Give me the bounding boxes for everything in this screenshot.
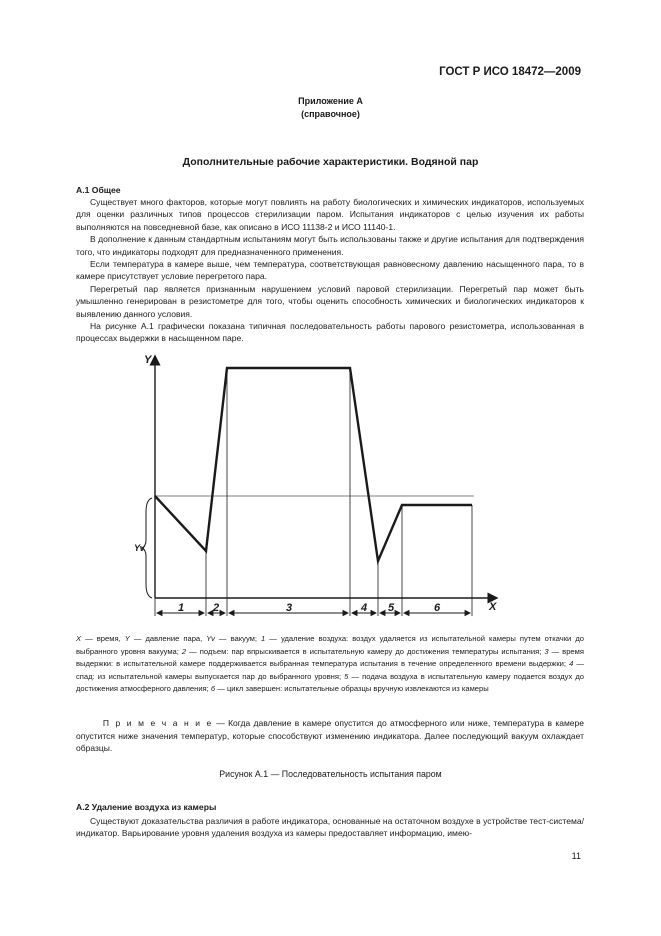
legend-text: — время выдержки: в испытательной камере поддерживается выбранная температура испытания в течение определенного времени выдержки; xyxy=(76,646,584,669)
appendix-subtitle: (справочное) xyxy=(301,109,360,119)
phase-label-3: 3 xyxy=(285,602,293,614)
legend-text: — подача воздуха в испытательную камеру подается воздух до достижения атмосферного давления; xyxy=(76,671,584,694)
figure-legend xyxy=(76,633,584,696)
phase-label-5: 5 xyxy=(387,602,395,614)
section-a2-heading: А.2 Удаление воздуха из камеры xyxy=(76,802,217,812)
legend-symbol: 4 xyxy=(569,659,574,669)
legend-symbol: 3 xyxy=(544,646,549,656)
section-a2-body xyxy=(76,815,584,840)
page-number: 11 xyxy=(571,851,581,861)
legend-text: — цикл завершен: испытательные образцы вручную извлекаются из камеры xyxy=(215,684,489,694)
legend-symbol: X xyxy=(76,634,82,643)
paragraph: Существует много факторов, которые могут повлиять на работу биологических и химических индикаторов, используемых для оценки различных типов процессов стерилизации паром. Испытания индикаторов с целью изучения их работы выполняются на повседневной базе, как описано в ИСО 11138-2 и ИСО 11140-1. xyxy=(76,197,584,232)
legend-symbol: 1 xyxy=(261,634,266,643)
legend-text: — удаление воздуха: воздух удаляется из испытательной камеры путем откачки до выбранного уровня вакуума; xyxy=(76,634,584,656)
legend-text: — вакуум; xyxy=(214,634,262,643)
paragraph: На рисунке А.1 графически показана типичная последовательность работы парового резистометра, использованная в процессах выдержки в насыщенном паре. xyxy=(76,321,584,344)
note-text: — Когда давление в камере опустится до атмосферного или ниже, температура в камере опустится ниже значения температур, которые способствуют изменению индикатора. Далее последующий вакуум охлаждает образцы. xyxy=(76,718,584,754)
figure-caption: Рисунок А.1 — Последовательность испытания паром xyxy=(219,769,442,779)
legend-text: — спад: из испытательной камеры выпускается пар до выбранного уровня; xyxy=(76,659,584,681)
phase-label-2: 2 xyxy=(212,602,220,614)
vacuum-label: Yv xyxy=(134,543,145,553)
paragraph: Если температура в камере выше, чем температура, соответствующая равновесному давлению насыщенного пара, то в камере присутствует условие перегретого пара. xyxy=(76,259,584,282)
note-label: П р и м е ч а н и е xyxy=(102,718,213,728)
legend-text: — время, xyxy=(81,634,125,643)
legend-text: — подъем: пар впрыскивается в испытательную камеру до достижения температуры испытания; xyxy=(186,646,545,656)
legend-text: — давление пара, xyxy=(129,634,207,643)
phase-label-4: 4 xyxy=(360,602,368,614)
main-title: Дополнительные рабочие характеристики. Водяной пар xyxy=(182,156,479,168)
paragraph: В дополнение к данным стандартным испытаниям могут быть использованы также и другие испытания для подтверждения того, что индикаторы подходят для предназначенного применения. xyxy=(76,234,584,257)
paragraph: Существуют доказательства различия в работе индикатора, основанные на остаточном воздухе в устройстве тест-система/индикатор. Варьирование уровня удаления воздуха из камеры предоставляет информацию, имею- xyxy=(76,816,584,839)
legend-symbol: Yv xyxy=(206,634,215,643)
phase-label-6: 6 xyxy=(433,602,441,614)
standard-number: ГОСТ Р ИСО 18472—2009 xyxy=(439,66,581,78)
appendix-title: Приложение А xyxy=(298,96,363,106)
y-axis-label: Y xyxy=(144,354,152,366)
figure-note xyxy=(76,717,584,755)
legend-symbol: 5 xyxy=(344,671,349,681)
phase-label-1: 1 xyxy=(177,602,185,614)
paragraph: Перегретый пар является признанным нарушением условий паровой стерилизации. Перегретый пар может быть умышленно генерирован в резистометре для того, чтобы оценить способность химических и биологических индикаторов к выявлению данного условия. xyxy=(76,283,584,319)
x-axis-label: X xyxy=(489,601,497,613)
legend-symbol: 6 xyxy=(210,684,216,694)
pressure-curve xyxy=(155,368,472,561)
legend-symbol: Y xyxy=(124,634,130,643)
section-a1-heading: А.1 Общее xyxy=(76,185,121,195)
legend-symbol: 2 xyxy=(181,646,187,656)
